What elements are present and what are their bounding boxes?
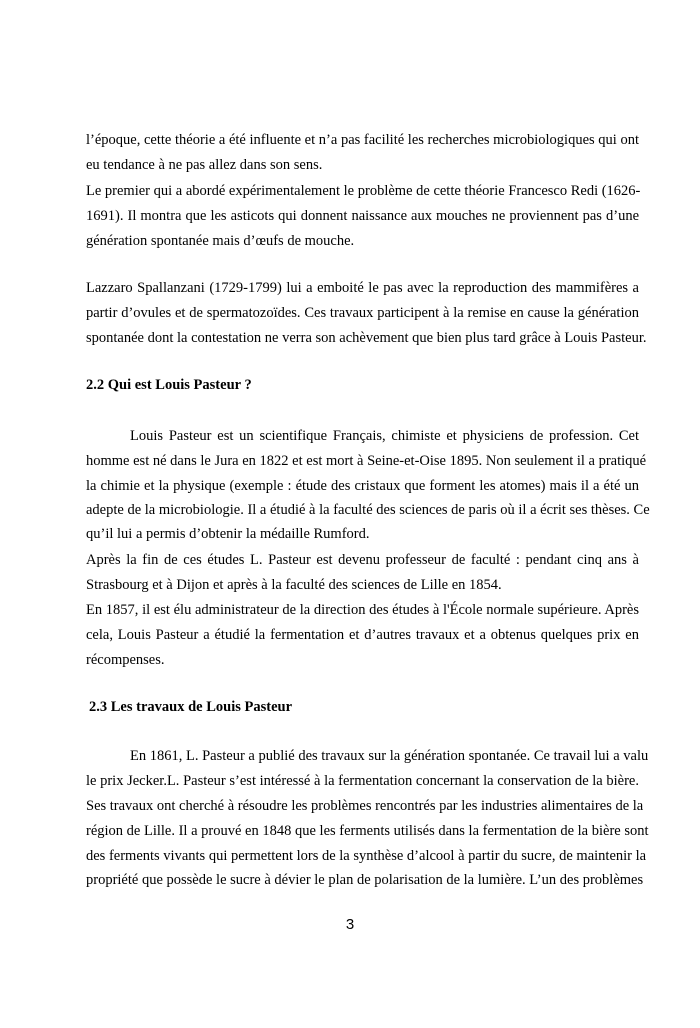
paragraph-line: Le premier qui a abordé expérimentalement le problème de cette théorie Francesco Redi (1626- — [86, 183, 641, 199]
paragraph-line: la chimie et la physique (exemple : étude des cristaux que forment les atomes) mais il a été un — [86, 478, 639, 494]
paragraph-line: le prix Jecker.L. Pasteur s’est intéressé à la fermentation concernant la conservation de la bière. — [86, 773, 639, 789]
paragraph-line: Louis Pasteur est un scientifique Français, chimiste et physiciens de profession. Cet — [130, 428, 639, 444]
section-heading-2-3: 2.3 Les travaux de Louis Pasteur — [89, 699, 292, 715]
page-number: 3 — [345, 916, 355, 933]
paragraph-line: En 1857, il est élu administrateur de la direction des études à l'École normale supérieure. Après — [86, 602, 639, 618]
paragraph-line: eu tendance à ne pas allez dans son sens. — [86, 157, 323, 173]
paragraph-line: Après la fin de ces études L. Pasteur est devenu professeur de faculté : pendant cinq ans à — [86, 552, 639, 568]
paragraph-line: qu’il lui a permis d’obtenir la médaille Rumford. — [86, 526, 370, 542]
paragraph-line: récompenses. — [86, 652, 165, 668]
paragraph-line: région de Lille. Il a prouvé en 1848 que les ferments utilisés dans la fermentation de la bière sont — [86, 823, 649, 839]
paragraph-line: Ses travaux ont cherché à résoudre les problèmes rencontrés par les industries alimentaires de la — [86, 798, 644, 814]
paragraph-line: cela, Louis Pasteur a étudié la fermentation et d’autres travaux et a obtenus quelques prix en — [86, 627, 639, 643]
paragraph-line: homme est né dans le Jura en 1822 et est mort à Seine-et-Oise 1895. Non seulement il a pratiqué — [86, 453, 647, 469]
paragraph-line: l’époque, cette théorie a été influente et n’a pas facilité les recherches microbiologiques qui ont — [86, 132, 639, 148]
paragraph-line: des ferments vivants qui permettent lors de la synthèse d’alcool à partir du sucre, de maintenir la — [86, 848, 647, 864]
paragraph-line: spontanée dont la contestation ne verra son achèvement que bien plus tard grâce à Louis Pasteur. — [86, 330, 647, 346]
paragraph-line: partir d’ovules et de spermatozoïdes. Ces travaux participent à la remise en cause la génération — [86, 305, 639, 321]
paragraph-line: génération spontanée mais d’œufs de mouche. — [86, 233, 355, 249]
paragraph-line: propriété que possède le sucre à dévier le plan de polarisation de la lumière. L’un des problèmes — [86, 872, 644, 888]
paragraph-line: Lazzaro Spallanzani (1729-1799) lui a emboité le pas avec la reproduction des mammifères a — [86, 280, 639, 296]
paragraph-line: adepte de la microbiologie. Il a étudié à la faculté des sciences de paris où il a écrit ses thèses. Ce — [86, 502, 650, 518]
paragraph-line: 1691). Il montra que les asticots qui donnent naissance aux mouches ne proviennent pas d’une — [86, 208, 639, 224]
paragraph-line: En 1861, L. Pasteur a publié des travaux sur la génération spontanée. Ce travail lui a valu — [130, 748, 649, 764]
paragraph-line: Strasbourg et à Dijon et après à la faculté des sciences de Lille en 1854. — [86, 577, 502, 593]
section-heading-2-2: 2.2 Qui est Louis Pasteur ? — [86, 377, 252, 393]
